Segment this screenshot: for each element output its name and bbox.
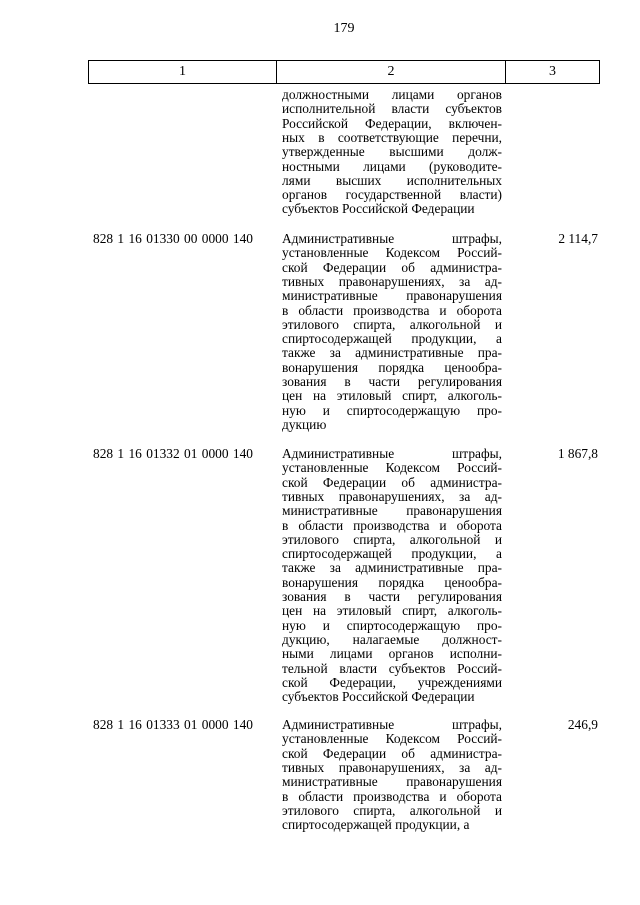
amount-value: 246,9 — [567, 717, 598, 732]
description-text-line: ской Федерации об администра- — [282, 745, 502, 761]
description-text-line: ской Федерации об администра- — [282, 259, 502, 275]
description-text-line: ную и спиртосодержащую про- — [282, 617, 502, 633]
continuation-text-line: субъектов Российской Федерации — [282, 201, 475, 217]
page-number: 179 — [333, 21, 355, 36]
kbk-code: 828 1 16 01332 01 0000 140 — [93, 446, 253, 461]
description-text-line: ную и спиртосодержащую про- — [282, 402, 502, 418]
description-text-line: в области производства и оборота — [282, 788, 502, 804]
amount-value: 1 867,8 — [557, 446, 598, 461]
description-text-line: тивных правонарушениях, за ад- — [282, 488, 502, 504]
description-text-line: Административные штрафы, — [282, 231, 502, 246]
header-col-1: 1 — [89, 61, 277, 83]
description-text-line: этилового спирта, алкогольной и — [282, 316, 502, 332]
continuation-text-line: должностными лицами органов — [282, 87, 502, 102]
description-text-line: дукцию, налагаемые должност- — [282, 631, 502, 647]
table-header-row — [88, 60, 600, 84]
description-text-line: ской Федерации об администра- — [282, 474, 502, 490]
description-text-line: субъектов Российской Федерации — [282, 689, 475, 705]
continuation-text-line: исполнительной власти субъектов — [282, 101, 502, 117]
description-text-line: ными лицами органов исполни- — [282, 646, 502, 662]
description-text-line: установленные Кодексом Россий- — [282, 460, 502, 476]
description-text-line: также за административные пра- — [282, 345, 502, 361]
description-text-line: спиртосодержащей продукции, а — [282, 546, 502, 562]
kbk-code: 828 1 16 01333 01 0000 140 — [93, 717, 253, 732]
continuation-text-line: органов государственной власти) — [282, 187, 502, 203]
description-text-line: установленные Кодексом Россий- — [282, 731, 502, 747]
description-text-line: вонарушения порядка ценообра- — [282, 359, 502, 375]
description-text-line: этилового спирта, алкогольной и — [282, 531, 502, 547]
kbk-code: 828 1 16 01330 00 0000 140 — [93, 231, 253, 246]
description-text-line: Административные штрафы, — [282, 446, 502, 461]
continuation-text-line: лями высших исполнительных — [282, 172, 502, 188]
description-text-line: тивных правонарушениях, за ад- — [282, 759, 502, 775]
amount-value: 2 114,7 — [558, 231, 598, 246]
description-text-line: тельной власти субъектов Россий- — [282, 660, 502, 676]
continuation-text-line: ных в соответствующие перечни, — [282, 129, 502, 145]
description-text-line: дукцию — [282, 416, 327, 432]
continuation-text-line: утвержденные высшими долж- — [282, 144, 502, 160]
continuation-text-line: Российской Федерации, включен- — [282, 115, 502, 131]
description-text-line: министративные правонарушения — [282, 774, 502, 790]
description-text-line: в области производства и оборота — [282, 302, 502, 318]
description-text-line: спиртосодержащей продукции, а — [282, 817, 470, 833]
description-text-line: спиртосодержащей продукции, а — [282, 331, 502, 347]
description-text-line: Административные штрафы, — [282, 717, 502, 732]
continuation-text-line: ностными лицами (руководите- — [282, 158, 502, 174]
description-text-line: вонарушения порядка ценообра- — [282, 574, 502, 590]
description-text-line: цен на этиловый спирт, алкоголь- — [282, 388, 502, 404]
header-col-2: 2 — [277, 61, 506, 83]
description-text-line: в области производства и оборота — [282, 517, 502, 533]
description-text-line: этилового спирта, алкогольной и — [282, 802, 502, 818]
description-text-line: цен на этиловый спирт, алкоголь- — [282, 603, 502, 619]
description-text-line: зования в части регулирования — [282, 374, 502, 389]
description-text-line: установленные Кодексом Россий- — [282, 245, 502, 261]
header-col-3: 3 — [549, 64, 556, 79]
description-text-line: тивных правонарушениях, за ад- — [282, 273, 502, 289]
description-text-line: ской Федерации, учреждениями — [282, 674, 502, 690]
description-text-line: министративные правонарушения — [282, 503, 502, 519]
description-text-line: также за административные пра- — [282, 560, 502, 576]
description-text-line: зования в части регулирования — [282, 589, 502, 604]
description-text-line: министративные правонарушения — [282, 288, 502, 304]
